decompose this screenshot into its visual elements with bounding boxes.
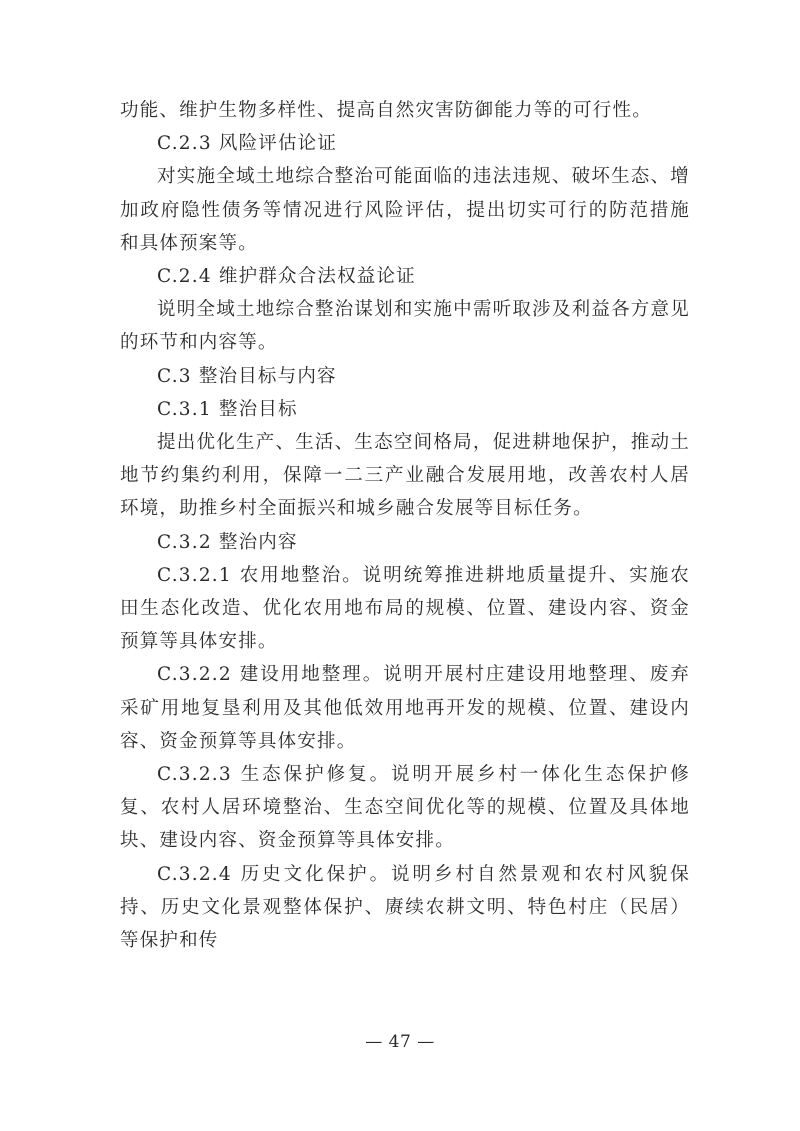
section-heading-c-2-4: C.2.4 维护群众合法权益论证 (157, 266, 416, 288)
section-heading-c-3-2: C.3.2 整治内容 (157, 531, 298, 553)
paragraph-public-rights: 说明全域土地综合整治谋划和实施中需听取涉及利益各方意见的环节和内容等。 (120, 299, 690, 354)
paragraph-c-3-2-4: C.3.2.4 历史文化保护。说明乡村自然景观和农村风貌保持、历史文化景观整体保护、赓续农耕文明、特色村庄（民居）等保护和传 (120, 863, 690, 952)
document-body (120, 94, 690, 957)
section-heading-c-3-1: C.3.1 整治目标 (157, 398, 298, 420)
section-heading-c-2-3: C.2.3 风险评估论证 (157, 133, 338, 155)
paragraph-c-3-2-3: C.3.2.3 生态保护修复。说明开展乡村一体化生态保护修复、农村人居环境整治、生态空间优化等的规模、位置及具体地块、建设内容、资金预算等具体安排。 (120, 764, 690, 852)
paragraph-continuation: 功能、维护生物多样性、提高自然灾害防御能力等的可行性。 (120, 100, 652, 121)
paragraph-risk-assessment: 对实施全域土地综合整治可能面临的违法违规、破坏生态、增加政府隐性债务等情况进行风险评估，提出切实可行的防范措施和具体预案等。 (120, 166, 690, 254)
page-number: — 47 — (365, 1032, 435, 1052)
paragraph-c-3-2-2: C.3.2.2 建设用地整理。说明开展村庄建设用地整理、废弃采矿用地复垦利用及其他低效用地再开发的规模、位置、建设内容、资金预算等具体安排。 (120, 664, 690, 752)
paragraph-c-3-2-1: C.3.2.1 农用地整治。说明统筹推进耕地质量提升、实施农田生态化改造、优化农用地布局的规模、位置、建设内容、资金预算等具体安排。 (120, 564, 690, 653)
section-heading-c-3: C.3 整治目标与内容 (157, 365, 337, 387)
paragraph-goals: 提出优化生产、生活、生态空间格局，促进耕地保护，推动土地节约集约利用，保障一二三产业融合发展用地，改善农村人居环境，助推乡村全面振兴和城乡融合发展等目标任务。 (120, 432, 690, 520)
